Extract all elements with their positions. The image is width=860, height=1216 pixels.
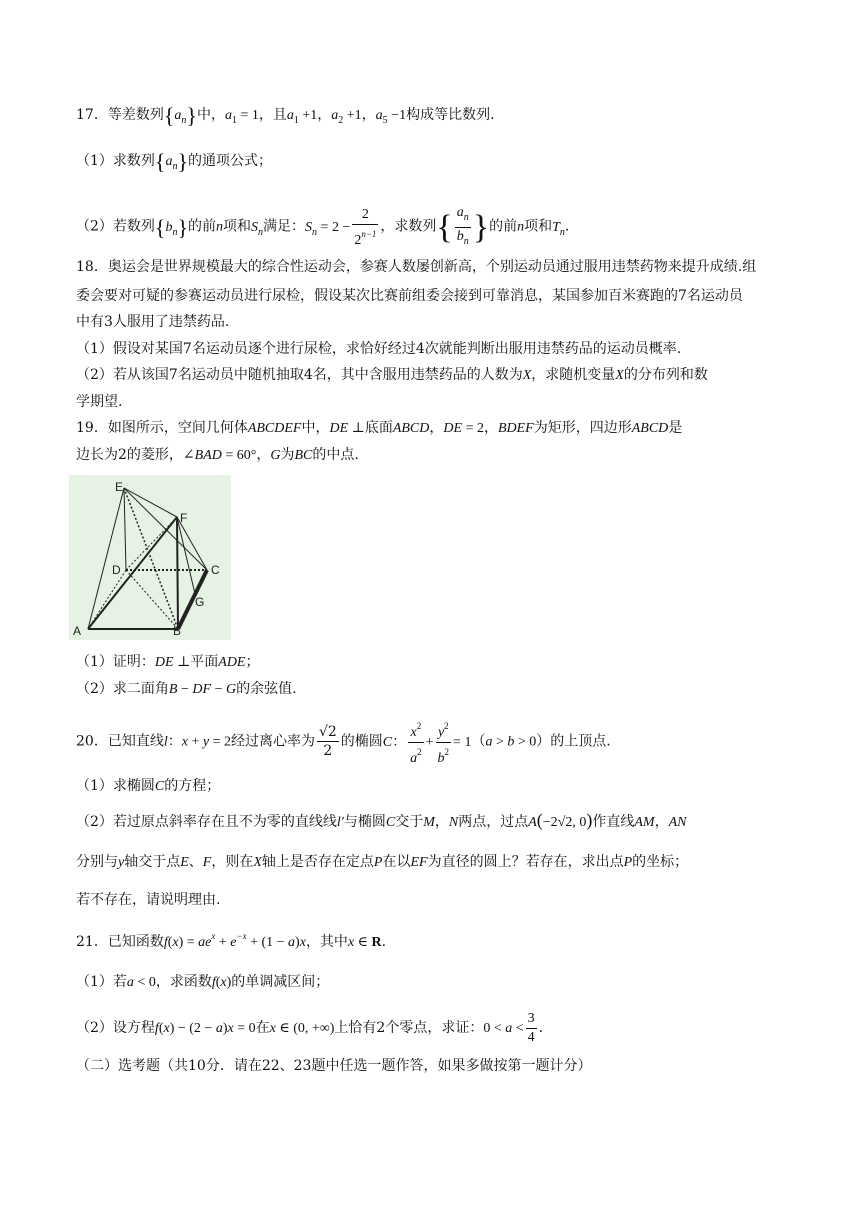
q19-part1: （1）证明：DE ⊥平面ADE； bbox=[76, 654, 260, 670]
q20-stem: 20．已知直线l：x + y = 2经过离心率为 $\frac{√2}{2}$ 的椭圆C： $\frac{x^2}{a^2}$ + $\frac{y^2}{b^2}$ = 1（a > b > 0）的上顶点. bbox=[76, 717, 800, 768]
label-F: F bbox=[180, 511, 188, 525]
figure-background bbox=[69, 475, 231, 640]
q18-line-2: 委会要对可疑的参赛运动员进行尿检，假设某次比赛前组委会接到可靠消息，某国参加百米赛跑的7名运动员 bbox=[76, 288, 743, 304]
q17-stem: 17．等差数列$\{a_n\}$中，$a_1 = 1$，且$a_1 +1$，$a_2 +1$，$a_5 -1$构成等比数列. bbox=[76, 102, 495, 128]
q18-line-1: 18．奥运会是世界规模最大的综合性运动会，参赛人数屡创新高，个别运动员通过服用违禁药物来提升成绩.组 bbox=[76, 259, 757, 275]
q19-part2: （2）求二面角B − DF − G的余弦值. bbox=[76, 681, 297, 697]
q21-part1: （1）若a < 0，求函数f(x)的单调减区间； bbox=[76, 974, 330, 990]
q18-part2-cont: 学期望. bbox=[76, 394, 123, 410]
q18-part1: （1）假设对某国7名运动员逐个进行尿检，求恰好经过4次就能判断出服用违禁药品的运动员概率. bbox=[76, 341, 682, 357]
a1-eq-1: $a_1 = 1$ bbox=[224, 108, 259, 126]
q17-part2: （2）若数列$\{b_n\}$的前n项和$S_n$满足：$S_n = 2$ − $\frac{2}{2^{n-1}}$ ，求数列{ $\frac{a_n}{b_n}$ }的前n项和$T_n$. bbox=[76, 205, 570, 248]
q17-part1: （1）求数列$\{a_n\}$的通项公式； bbox=[76, 148, 273, 174]
q18-line-3: 中有3人服用了违禁药品. bbox=[76, 314, 230, 330]
q20-part2: （2）若过原点斜率存在且不为零的直线线l′与椭圆C交于M，N两点，过点A(−2√2, 0)作直线AM，AN bbox=[76, 810, 687, 830]
label-E: E bbox=[115, 480, 124, 494]
label-B: B bbox=[173, 624, 182, 638]
q17-stem-text: 17．等差数列 bbox=[76, 107, 164, 123]
label-D: D bbox=[112, 563, 121, 577]
edge-F-B bbox=[177, 517, 178, 629]
sn-formula: $S_n = 2$ − $\frac{2}{2^{n-1}}$ bbox=[305, 206, 377, 248]
geometry-figure bbox=[69, 475, 231, 640]
solid-diagram bbox=[69, 475, 231, 640]
q19-stem-2: 边长为2的菱形，∠BAD = 60°，G为BC的中点. bbox=[76, 447, 359, 463]
label-G: G bbox=[195, 595, 205, 609]
seq-a-n: $\{a_n\}$ bbox=[163, 102, 197, 128]
section-heading: （二）选考题（共10分．请在22、23题中任选一题作答，如果多做按第一题计分） bbox=[76, 1058, 592, 1074]
q21-stem: 21．已知函数$f(x) = ae^x + e^{-x} + (1 - a)x$，其中x ∈ R. bbox=[76, 931, 387, 950]
q20-part2-cont: 分别与y轴交于点E、F，则在X轴上是否存在定点P在以EF为直径的圆上？若存在，求出点P的坐标； bbox=[76, 854, 689, 870]
q18-part2: （2）若从该国7名运动员中随机抽取4名，其中含服用违禁药品的人数为X，求随机变量X的分布列和数 bbox=[76, 367, 708, 383]
label-C: C bbox=[211, 563, 220, 577]
q21-part2: （2）设方程f(x) − (2 − a)x = 0在x ∈ (0, +∞)上恰有2个零点，求证：0 < a < $\frac{3}{4}$ . bbox=[76, 1011, 544, 1046]
label-A: A bbox=[73, 624, 82, 638]
q20-part1: （1）求椭圆C的方程； bbox=[76, 778, 221, 794]
q20-part2-end: 若不存在，请说明理由. bbox=[76, 892, 221, 908]
q19-stem-1: 19．如图所示，空间几何体ABCDEF中，DE ⊥底面ABCD，DE = 2，BDEF为矩形，四边形ABCD是 bbox=[76, 420, 683, 436]
